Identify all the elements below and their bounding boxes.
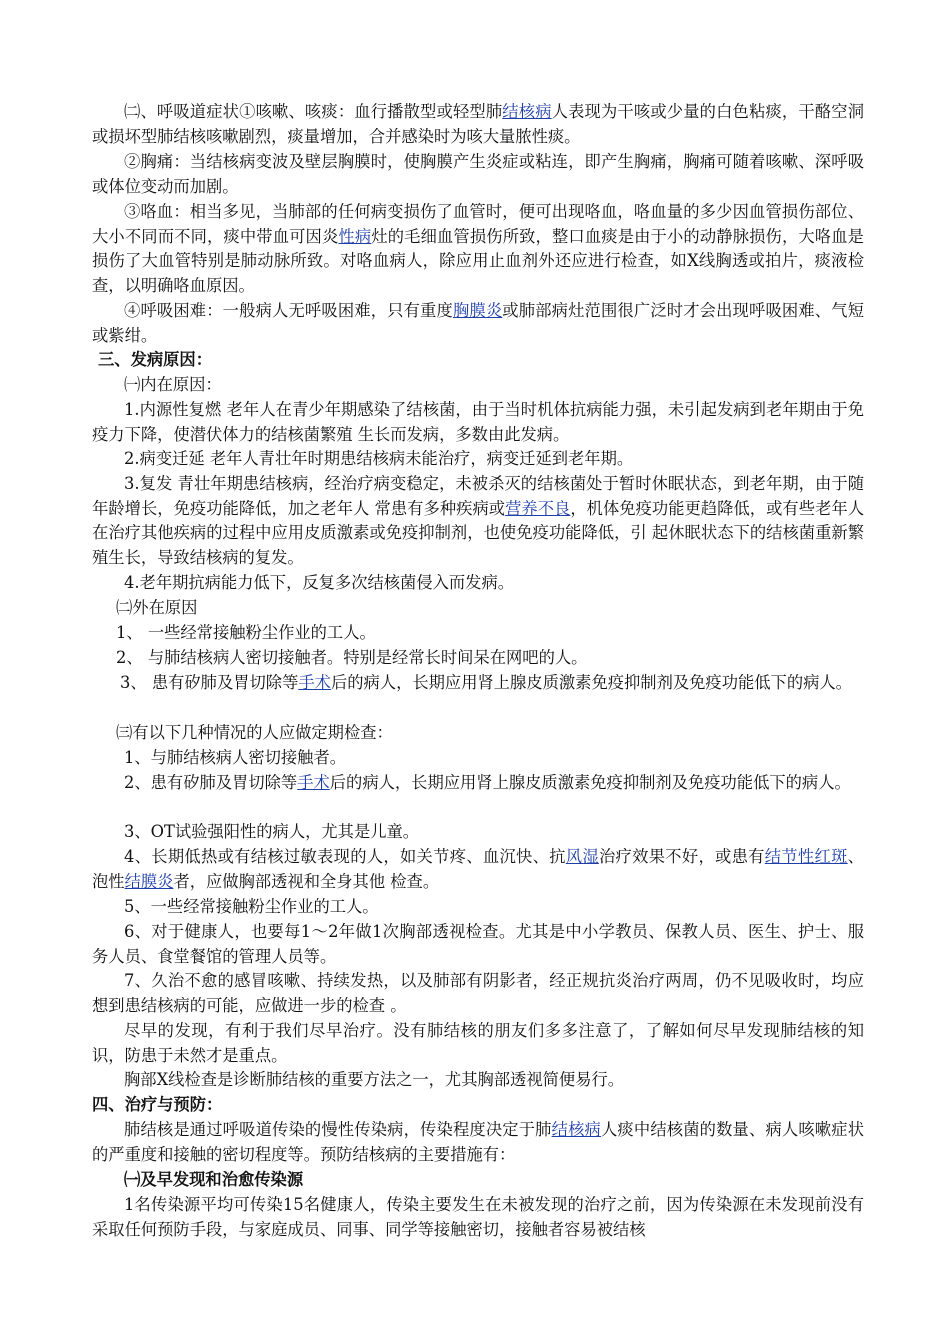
link-rheumatism[interactable]: 风湿 (565, 847, 599, 866)
paragraph-internal-cause-2: 2.病变迁延 老年人青壮年时期患结核病未能治疗，病变迁延到老年期。 (124, 449, 634, 468)
link-malnutrition[interactable]: 营养不良 (505, 498, 571, 518)
paragraph-infection-source: 1名传染源平均可传染15名健康人，传染主要发生在未被发现的治疗之前，因为传染源在未发现前没有采取任何预防手段，与家庭成员、同事、同学等接触密切，接触者容易被结核 (92, 1195, 864, 1239)
paragraph-dyspnea: ④呼吸困难：一般病人无呼吸困难，只有重度胸膜炎或肺部病灶范围很广泛时才会出现呼吸困难、气短或紫绀。 (92, 301, 864, 345)
paragraph-xray: 胸部X线检查是诊断肺结核的重要方法之一，尤其胸部透视简便易行。 (124, 1070, 625, 1089)
subheading-internal-causes: ㈠内在原因： (124, 375, 222, 394)
paragraph-transmission: 肺结核是通过呼吸道传染的慢性传染病，传染程度决定于肺结核病人痰中结核菌的数量、病人咳嗽症状的严重度和接触的密切程度等。预防结核病的主要措施有： (92, 1120, 864, 1164)
list-item-checkup-3: 3、OT试验强阳性的病人，尤其是儿童。 (124, 822, 420, 841)
paragraph-internal-cause-3: 3.复发 青壮年期患结核病，经治疗病变稳定，未被杀灭的结核菌处于暂时休眠状态，到老年期，由于随年龄增长，免疫功能降低，加之老年人 常患有多种疾病或营养不良，机体免疫功能更趋降低，或有些老年人在治疗其他疾病的过程中应用皮质激素或免疫抑制剂，也使免疫功能降低，引 起休眠状态下的结核菌重新繁殖生长，导致结核病的复发。 (92, 474, 864, 567)
list-item-checkup-1: 1、与肺结核病人密切接触者。 (124, 748, 347, 767)
list-item-checkup-4: 4、长期低热或有结核过敏表现的人，如关节疼、血沉快、抗风湿治疗效果不好，或患有结节性红斑、泡性结膜炎者，应做胸部透视和全身其他 检查。 (92, 847, 864, 891)
link-tuberculosis[interactable]: 结核病 (502, 102, 552, 121)
subheading-regular-checkup: ㈢有以下几种情况的人应做定期检查： (116, 723, 393, 742)
link-surgery-2[interactable]: 手术 (297, 773, 330, 792)
link-tuberculosis-2[interactable]: 结核病 (551, 1120, 601, 1139)
subheading-external-causes: ㈡外在原因 (116, 598, 198, 617)
paragraph-internal-cause-4: 4.老年期抗病能力低下，反复多次结核菌侵入而发病。 (124, 573, 515, 592)
list-item-checkup-6: 6、对于健康人，也要每1～2年做1次胸部透视检查。尤其是中小学教员、保教人员、医生、护士、服务人员、食堂餐馆的管理人员等。 (92, 922, 864, 966)
paragraph-hemoptysis: ③咯血：相当多见，当肺部的任何病变损伤了血管时，便可出现咯血，咯血量的多少因血管损伤部位、大小不同而不同，痰中带血可因炎性病灶的毛细血管损伤所致，整口血痰是由于小的动静脉损伤，大咯血是损伤了大血管特别是肺动脉所致。对咯血病人，除应用止血剂外还应进行检查，如X线胸透或拍片，痰液检查，以明确咯血原因。 (92, 202, 864, 295)
subheading-early-cure: ㈠及早发现和治愈传染源 (124, 1170, 304, 1189)
paragraph-respiratory-cough: ㈡、呼吸道症状①咳嗽、咳痰：血行播散型或轻型肺结核病人表现为干咳或少量的白色粘痰，干酪空洞或损坏型肺结核咳嗽剧烈，痰量增加，合并感染时为咳大量脓性痰。 (92, 102, 864, 146)
link-conjunctivitis[interactable]: 结膜炎 (124, 871, 174, 891)
list-item-checkup-5: 5、一些经常接触粉尘作业的工人。 (124, 897, 379, 916)
list-item-external-3: 3、 患有矽肺及胃切除等手术后的病人，长期应用肾上腺皮质激素免疫抑制剂及免疫功能低下的病人。 (120, 673, 852, 692)
list-item-checkup-7: 7、久治不愈的感冒咳嗽、持续发热，以及肺部有阴影者，经正规抗炎治疗两周，仍不见吸收时，均应想到患结核病的可能，应做进一步的检查 。 (92, 971, 864, 1015)
paragraph-chest-pain: ②胸痛：当结核病变波及壁层胸膜时，使胸膜产生炎症或粘连，即产生胸痛，胸痛可随着咳嗽、深呼吸或体位变动而加剧。 (92, 152, 864, 196)
section-heading-treatment: 四、治疗与预防： (92, 1095, 223, 1114)
link-std[interactable]: 性病 (338, 226, 372, 246)
paragraph-early-detection: 尽早的发现，有利于我们尽早治疗。没有肺结核的朋友们多多注意了，了解如何尽早发现肺结核的知识，防患于未然才是重点。 (92, 1021, 864, 1065)
paragraph-internal-cause-1: 1.内源性复燃 老年人在青少年期感染了结核菌，由于当时机体抗病能力强，未引起发病到老年期由于免疫力下降，使潜伏体力的结核菌繁殖 生长而发病，多数由此发病。 (92, 400, 864, 444)
link-pleurisy[interactable]: 胸膜炎 (452, 301, 503, 320)
link-erythema-nodosum[interactable]: 结节性红斑 (764, 847, 848, 866)
list-item-external-1: 1、 一些经常接触粉尘作业的工人。 (116, 623, 376, 642)
link-surgery[interactable]: 手术 (298, 673, 331, 692)
section-heading-causes: 三、发病原因： (98, 350, 212, 369)
list-item-external-2: 2、 与肺结核病人密切接触者。特别是经常长时间呆在网吧的人。 (116, 648, 588, 667)
list-item-checkup-2: 2、患有矽肺及胃切除等手术后的病人，长期应用肾上腺皮质激素免疫抑制剂及免疫功能低下的病人。 (124, 773, 851, 792)
